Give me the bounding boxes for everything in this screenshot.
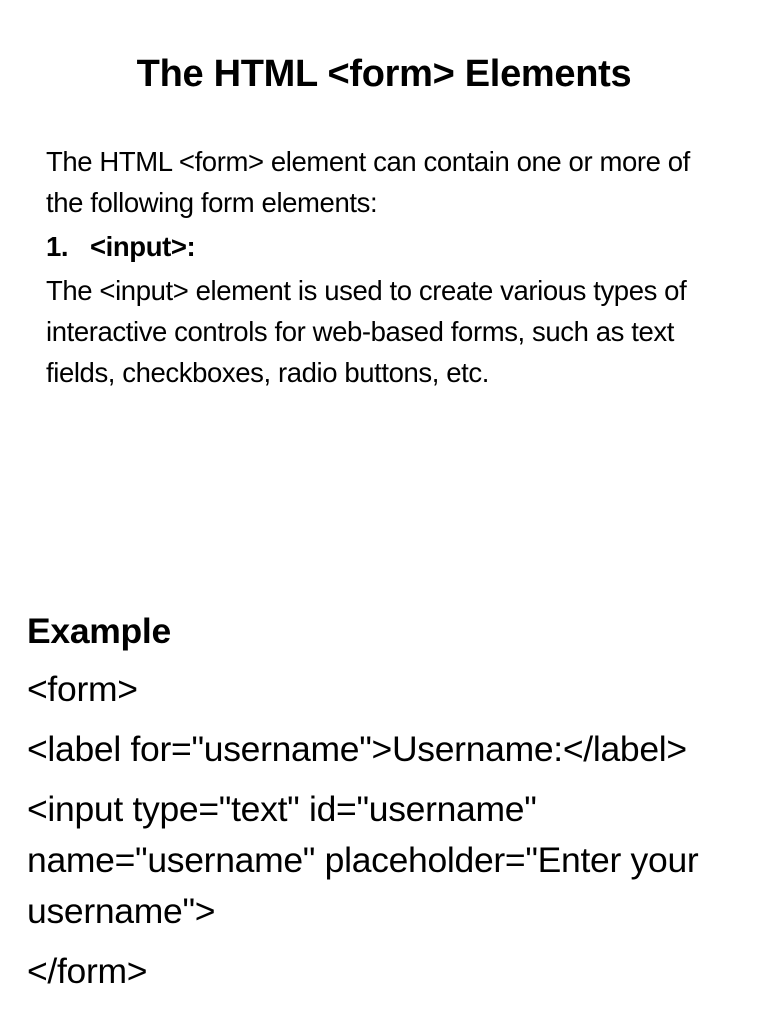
example-block	[27, 606, 747, 1006]
list-item-heading	[46, 227, 726, 267]
list-item-number: 1.	[46, 231, 69, 262]
code-line-label: <label for="username">Username:</label>	[27, 729, 687, 769]
slide-title: The HTML <form> Elements	[136, 53, 632, 95]
code-line-form-open: <form>	[27, 669, 138, 709]
intro-paragraph: The HTML <form> element can contain one or more of the following form elements:	[46, 146, 690, 218]
code-line-form-close: </form>	[27, 951, 148, 991]
list-item-label: <input>:	[90, 231, 196, 262]
example-heading: Example	[27, 611, 171, 651]
body-text-block	[46, 141, 726, 393]
item-description: The <input> element is used to create various types of interactive controls for web-based forms, such as text fields, checkboxes, radio buttons, etc.	[46, 275, 687, 388]
code-line-input: <input type="text" id="username" name="username" placeholder="Enter your username">	[27, 789, 699, 931]
